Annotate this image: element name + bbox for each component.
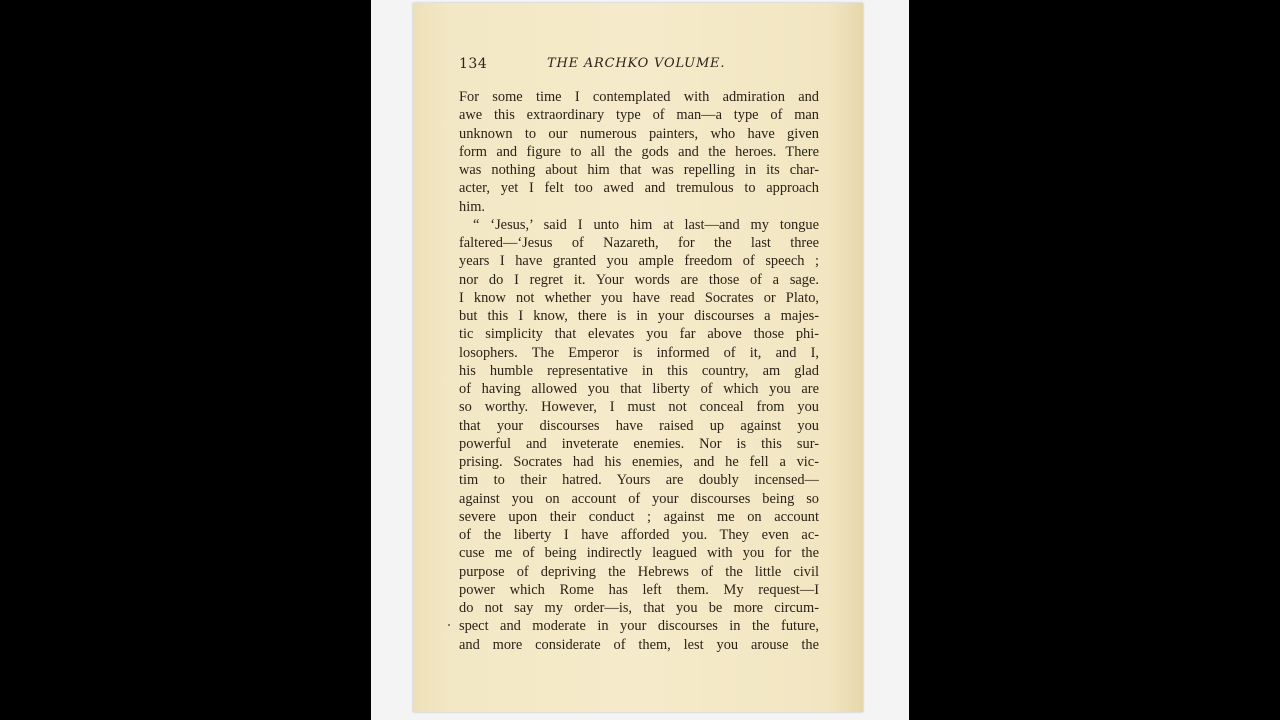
text-line: powerful and inveterate enemies. Nor is this sur- <box>459 435 819 452</box>
text-line: cuse me of being indirectly leagued with you for the <box>459 545 819 562</box>
text-line: losophers. The Emperor is informed of it, and I, <box>459 344 819 361</box>
text-line: awe this extraordinary type of man—a type of man <box>459 107 819 124</box>
text-line: I know not whether you have read Socrates or Plato, <box>459 289 819 306</box>
book-page <box>413 3 863 712</box>
page-number: 134 <box>459 56 488 72</box>
text-line: spect and moderate in your discourses in the future, <box>459 618 819 635</box>
text-line: his humble representative in this country, am glad <box>459 362 819 379</box>
text-line: form and figure to all the gods and the heroes. There <box>459 143 819 160</box>
text-line: severe upon their conduct ; against me on account <box>459 508 819 525</box>
text-line: tic simplicity that elevates you far above those phi- <box>459 326 819 343</box>
text-line: of having allowed you that liberty of which you are <box>459 381 819 397</box>
text-line: and more considerate of them, lest you arouse the <box>459 636 819 653</box>
text-line: him. <box>459 198 485 215</box>
document-viewer <box>371 0 909 720</box>
text-line: For some time I contemplated with admiration and <box>459 89 819 105</box>
paper-speck <box>448 624 450 626</box>
text-line: nor do I regret it. Your words are those of a sage. <box>459 271 819 288</box>
text-line: so worthy. However, I must not conceal from you <box>459 399 819 416</box>
text-line: was nothing about him that was repelling in its char- <box>459 162 819 178</box>
text-line: purpose of depriving the Hebrews of the little civil <box>459 563 819 580</box>
text-line: prising. Socrates had his enemies, and he fell a vic- <box>459 454 819 470</box>
text-line: faltered—‘Jesus of Nazareth, for the last three <box>459 235 819 251</box>
body-text <box>459 88 819 654</box>
text-line: do not say my order—is, that you be more circum- <box>459 600 819 616</box>
text-line: years I have granted you ample freedom of speech ; <box>459 253 819 270</box>
running-title: THE ARCHKO VOLUME. <box>547 56 726 71</box>
text-line: acter, yet I felt too awed and tremulous to approach <box>459 180 819 197</box>
text-line: against you on account of your discourses being so <box>459 490 819 507</box>
text-line: “ ‘Jesus,’ said I unto him at last—and my tongue <box>473 216 819 233</box>
text-line: but this I know, there is in your discourses a majes- <box>459 308 819 324</box>
text-line: power which Rome has left them. My request—I <box>459 581 819 598</box>
text-line: that your discourses have raised up against you <box>459 417 819 434</box>
text-line: unknown to our numerous painters, who have given <box>459 125 819 142</box>
text-line: tim to their hatred. Yours are doubly incensed— <box>459 472 819 489</box>
text-line: of the liberty I have afforded you. They even ac- <box>459 527 819 543</box>
running-head <box>459 53 819 75</box>
